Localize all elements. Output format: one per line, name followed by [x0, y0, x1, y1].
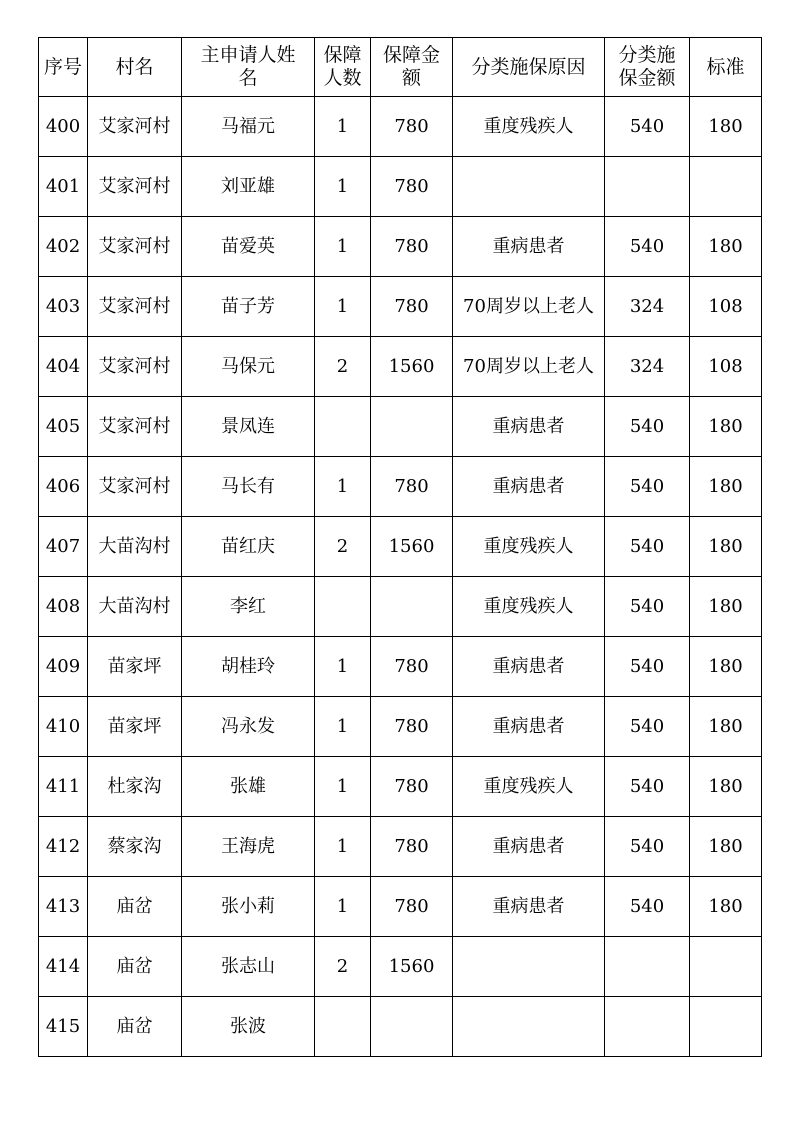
cell-category-amount: 540 — [605, 97, 690, 157]
cell-benefit-amount — [371, 397, 453, 457]
cell-serial-no: 401 — [39, 157, 88, 217]
cell-category-reason: 重病患者 — [453, 217, 605, 277]
cell-category-amount: 540 — [605, 577, 690, 637]
cell-applicant-name: 马长有 — [182, 457, 315, 517]
cell-village-name: 庙岔 — [88, 877, 182, 937]
cell-covered-persons: 1 — [315, 97, 371, 157]
cell-category-reason — [453, 157, 605, 217]
cell-category-amount: 540 — [605, 457, 690, 517]
cell-serial-no: 406 — [39, 457, 88, 517]
cell-applicant-name: 李红 — [182, 577, 315, 637]
cell-covered-persons: 1 — [315, 157, 371, 217]
cell-covered-persons — [315, 997, 371, 1057]
header-serial-no: 序号 — [39, 38, 88, 97]
cell-applicant-name: 王海虎 — [182, 817, 315, 877]
cell-category-amount: 540 — [605, 397, 690, 457]
cell-standard — [690, 937, 762, 997]
cell-standard: 180 — [690, 697, 762, 757]
cell-applicant-name: 张雄 — [182, 757, 315, 817]
table-row — [39, 937, 762, 997]
cell-standard: 180 — [690, 457, 762, 517]
cell-village-name: 庙岔 — [88, 997, 182, 1057]
cell-covered-persons — [315, 397, 371, 457]
table-row — [39, 877, 762, 937]
cell-benefit-amount: 780 — [371, 97, 453, 157]
cell-village-name: 艾家河村 — [88, 337, 182, 397]
cell-category-amount: 540 — [605, 517, 690, 577]
cell-standard: 108 — [690, 337, 762, 397]
cell-serial-no: 411 — [39, 757, 88, 817]
cell-covered-persons: 1 — [315, 637, 371, 697]
cell-category-amount: 540 — [605, 217, 690, 277]
cell-applicant-name: 马福元 — [182, 97, 315, 157]
cell-category-reason: 重度残疾人 — [453, 577, 605, 637]
cell-category-amount: 540 — [605, 757, 690, 817]
cell-standard — [690, 157, 762, 217]
cell-serial-no: 410 — [39, 697, 88, 757]
cell-covered-persons: 2 — [315, 517, 371, 577]
cell-serial-no: 402 — [39, 217, 88, 277]
table-row — [39, 757, 762, 817]
cell-benefit-amount: 780 — [371, 817, 453, 877]
cell-category-reason: 重度残疾人 — [453, 757, 605, 817]
cell-benefit-amount: 780 — [371, 757, 453, 817]
cell-serial-no: 400 — [39, 97, 88, 157]
cell-benefit-amount — [371, 997, 453, 1057]
cell-covered-persons: 2 — [315, 337, 371, 397]
cell-category-amount — [605, 937, 690, 997]
cell-serial-no: 405 — [39, 397, 88, 457]
table-row — [39, 697, 762, 757]
cell-village-name: 苗家坪 — [88, 637, 182, 697]
cell-category-reason: 重病患者 — [453, 397, 605, 457]
cell-category-reason — [453, 997, 605, 1057]
cell-village-name: 大苗沟村 — [88, 517, 182, 577]
cell-village-name: 艾家河村 — [88, 217, 182, 277]
table-row — [39, 457, 762, 517]
table-body — [39, 97, 762, 1057]
cell-serial-no: 404 — [39, 337, 88, 397]
cell-benefit-amount: 780 — [371, 457, 453, 517]
cell-applicant-name: 张波 — [182, 997, 315, 1057]
cell-village-name: 大苗沟村 — [88, 577, 182, 637]
cell-applicant-name: 苗子芳 — [182, 277, 315, 337]
cell-benefit-amount: 1560 — [371, 937, 453, 997]
table-row — [39, 577, 762, 637]
cell-covered-persons: 1 — [315, 277, 371, 337]
header-applicant-name: 主申请人姓 名 — [182, 38, 315, 97]
cell-benefit-amount: 780 — [371, 277, 453, 337]
header-benefit-amount: 保障金 额 — [371, 38, 453, 97]
cell-applicant-name: 苗爱英 — [182, 217, 315, 277]
cell-standard: 180 — [690, 517, 762, 577]
cell-category-amount: 324 — [605, 277, 690, 337]
cell-standard: 180 — [690, 577, 762, 637]
table-row — [39, 97, 762, 157]
assistance-roster-table — [38, 37, 762, 1057]
cell-village-name: 艾家河村 — [88, 397, 182, 457]
table-row — [39, 217, 762, 277]
header-row — [39, 38, 762, 97]
cell-standard: 180 — [690, 757, 762, 817]
table-row — [39, 277, 762, 337]
cell-serial-no: 403 — [39, 277, 88, 337]
cell-applicant-name: 胡桂玲 — [182, 637, 315, 697]
cell-village-name: 苗家坪 — [88, 697, 182, 757]
cell-serial-no: 412 — [39, 817, 88, 877]
cell-category-amount: 540 — [605, 817, 690, 877]
cell-benefit-amount: 1560 — [371, 337, 453, 397]
table-row — [39, 337, 762, 397]
cell-covered-persons: 1 — [315, 877, 371, 937]
cell-category-reason: 重病患者 — [453, 877, 605, 937]
cell-applicant-name: 马保元 — [182, 337, 315, 397]
cell-covered-persons: 1 — [315, 697, 371, 757]
cell-village-name: 艾家河村 — [88, 277, 182, 337]
cell-village-name: 蔡家沟 — [88, 817, 182, 877]
cell-covered-persons — [315, 577, 371, 637]
cell-category-reason: 重病患者 — [453, 697, 605, 757]
cell-covered-persons: 2 — [315, 937, 371, 997]
cell-serial-no: 415 — [39, 997, 88, 1057]
cell-standard: 108 — [690, 277, 762, 337]
cell-category-reason: 重度残疾人 — [453, 97, 605, 157]
cell-standard: 180 — [690, 637, 762, 697]
cell-serial-no: 414 — [39, 937, 88, 997]
cell-category-reason: 重病患者 — [453, 817, 605, 877]
header-covered-persons: 保障 人数 — [315, 38, 371, 97]
cell-benefit-amount: 780 — [371, 637, 453, 697]
cell-village-name: 艾家河村 — [88, 157, 182, 217]
cell-serial-no: 409 — [39, 637, 88, 697]
cell-applicant-name: 张志山 — [182, 937, 315, 997]
cell-benefit-amount: 780 — [371, 157, 453, 217]
cell-standard: 180 — [690, 217, 762, 277]
header-standard: 标准 — [690, 38, 762, 97]
cell-applicant-name: 景凤连 — [182, 397, 315, 457]
table-row — [39, 517, 762, 577]
cell-category-reason — [453, 937, 605, 997]
cell-village-name: 艾家河村 — [88, 457, 182, 517]
cell-category-amount — [605, 997, 690, 1057]
cell-village-name: 杜家沟 — [88, 757, 182, 817]
cell-benefit-amount: 1560 — [371, 517, 453, 577]
table-row — [39, 397, 762, 457]
header-category-amount: 分类施 保金额 — [605, 38, 690, 97]
cell-category-reason: 70周岁以上老人 — [453, 337, 605, 397]
header-category-reason: 分类施保原因 — [453, 38, 605, 97]
table-row — [39, 157, 762, 217]
cell-applicant-name: 张小莉 — [182, 877, 315, 937]
cell-covered-persons: 1 — [315, 817, 371, 877]
cell-category-amount: 540 — [605, 697, 690, 757]
cell-serial-no: 413 — [39, 877, 88, 937]
table-row — [39, 997, 762, 1057]
cell-benefit-amount — [371, 577, 453, 637]
cell-category-amount: 540 — [605, 877, 690, 937]
cell-standard: 180 — [690, 97, 762, 157]
table-row — [39, 637, 762, 697]
cell-applicant-name: 刘亚雄 — [182, 157, 315, 217]
cell-serial-no: 407 — [39, 517, 88, 577]
cell-category-reason: 重病患者 — [453, 637, 605, 697]
cell-village-name: 艾家河村 — [88, 97, 182, 157]
cell-category-reason: 70周岁以上老人 — [453, 277, 605, 337]
cell-standard: 180 — [690, 817, 762, 877]
cell-standard: 180 — [690, 397, 762, 457]
cell-category-reason: 重病患者 — [453, 457, 605, 517]
cell-covered-persons: 1 — [315, 217, 371, 277]
cell-applicant-name: 苗红庆 — [182, 517, 315, 577]
cell-applicant-name: 冯永发 — [182, 697, 315, 757]
cell-covered-persons: 1 — [315, 757, 371, 817]
cell-serial-no: 408 — [39, 577, 88, 637]
cell-benefit-amount: 780 — [371, 877, 453, 937]
cell-standard: 180 — [690, 877, 762, 937]
cell-standard — [690, 997, 762, 1057]
cell-category-amount — [605, 157, 690, 217]
cell-category-reason: 重度残疾人 — [453, 517, 605, 577]
header-village-name: 村名 — [88, 38, 182, 97]
table-row — [39, 817, 762, 877]
cell-benefit-amount: 780 — [371, 217, 453, 277]
cell-category-amount: 324 — [605, 337, 690, 397]
cell-benefit-amount: 780 — [371, 697, 453, 757]
cell-category-amount: 540 — [605, 637, 690, 697]
cell-covered-persons: 1 — [315, 457, 371, 517]
cell-village-name: 庙岔 — [88, 937, 182, 997]
